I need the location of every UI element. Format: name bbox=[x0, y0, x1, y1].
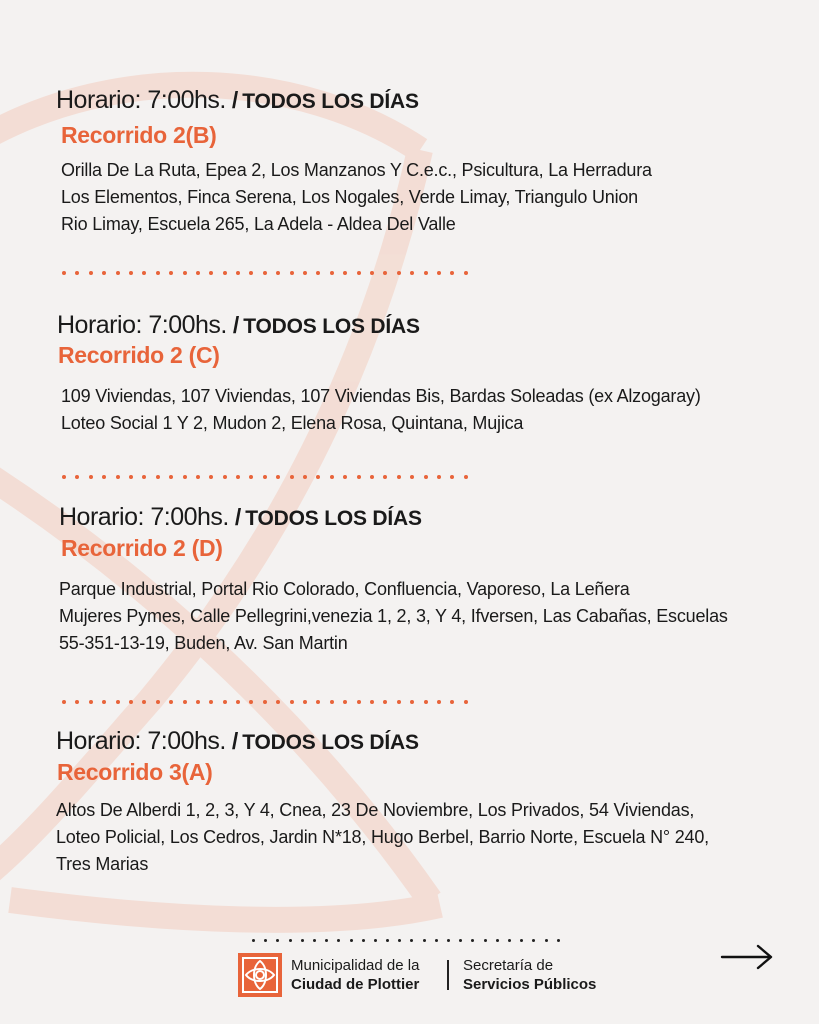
schedule-heading bbox=[57, 311, 420, 340]
secretaria-line-1: Secretaría de bbox=[463, 957, 554, 974]
stops-line: Loteo Social 1 Y 2, Mudon 2, Elena Rosa, Quintana, Mujica bbox=[61, 413, 524, 433]
heading-separator: / bbox=[232, 312, 240, 338]
days-label: TODOS LOS DÍAS bbox=[243, 315, 420, 338]
heading-separator: / bbox=[234, 504, 242, 530]
route-stops bbox=[56, 797, 709, 878]
dotted-divider bbox=[62, 475, 468, 481]
arrow-right-icon[interactable] bbox=[720, 943, 774, 971]
municipality-line-2: Ciudad de Plottier bbox=[291, 976, 420, 993]
footer-separator bbox=[447, 960, 449, 990]
days-label: TODOS LOS DÍAS bbox=[245, 507, 422, 530]
stops-line: 55-351-13-19, Buden, Av. San Martin bbox=[59, 633, 348, 653]
stops-line: Tres Marias bbox=[56, 854, 149, 874]
route-title: Recorrido 2 (C) bbox=[58, 342, 220, 368]
route-stops bbox=[59, 576, 728, 657]
dotted-divider bbox=[62, 271, 468, 277]
heading-separator: / bbox=[231, 728, 239, 754]
route-title: Recorrido 2 (D) bbox=[61, 535, 223, 561]
route-title: Recorrido 3(A) bbox=[57, 759, 213, 785]
days-label: TODOS LOS DÍAS bbox=[242, 731, 419, 754]
horario-label: Horario: 7:00hs. bbox=[59, 503, 229, 531]
stops-line: Mujeres Pymes, Calle Pellegrini,venezia 1, 2, 3, Y 4, Ifversen, Las Cabañas, Escuelas bbox=[59, 606, 728, 626]
stops-line: Orilla De La Ruta, Epea 2, Los Manzanos Y C.e.c., Psicultura, La Herradura bbox=[61, 160, 652, 180]
stops-line: Parque Industrial, Portal Rio Colorado, Confluencia, Vaporeso, La Leñera bbox=[59, 579, 630, 599]
stops-line: Los Elementos, Finca Serena, Los Nogales, Verde Limay, Triangulo Union bbox=[61, 187, 638, 207]
route-stops bbox=[61, 157, 652, 238]
horario-label: Horario: 7:00hs. bbox=[56, 86, 226, 114]
municipality-name bbox=[291, 956, 419, 994]
schedule-heading bbox=[59, 503, 422, 532]
stops-line: Altos De Alberdi 1, 2, 3, Y 4, Cnea, 23 De Noviembre, Los Privados, 54 Viviendas, bbox=[56, 800, 695, 820]
route-title: Recorrido 2(B) bbox=[61, 122, 217, 148]
horario-label: Horario: 7:00hs. bbox=[56, 727, 226, 755]
horario-label: Horario: 7:00hs. bbox=[57, 311, 227, 339]
municipal-logo-icon bbox=[238, 953, 282, 997]
secretaria-line-2: Servicios Públicos bbox=[463, 976, 597, 993]
schedule-heading bbox=[56, 727, 419, 756]
schedule-heading bbox=[56, 86, 419, 115]
stops-line: Rio Limay, Escuela 265, La Adela - Aldea Del Valle bbox=[61, 214, 456, 234]
stops-line: Loteo Policial, Los Cedros, Jardin N*18, Hugo Berbel, Barrio Norte, Escuela N° 240, bbox=[56, 827, 709, 847]
footer-dotted-divider bbox=[252, 939, 560, 942]
dotted-divider bbox=[62, 700, 468, 706]
secretaria-name bbox=[463, 956, 596, 994]
stops-line: 109 Viviendas, 107 Viviendas, 107 Viviendas Bis, Bardas Soleadas (ex Alzogaray) bbox=[61, 386, 701, 406]
municipality-line-1: Municipalidad de la bbox=[291, 957, 420, 974]
route-stops bbox=[61, 383, 701, 437]
heading-separator: / bbox=[231, 87, 239, 113]
days-label: TODOS LOS DÍAS bbox=[242, 90, 419, 113]
